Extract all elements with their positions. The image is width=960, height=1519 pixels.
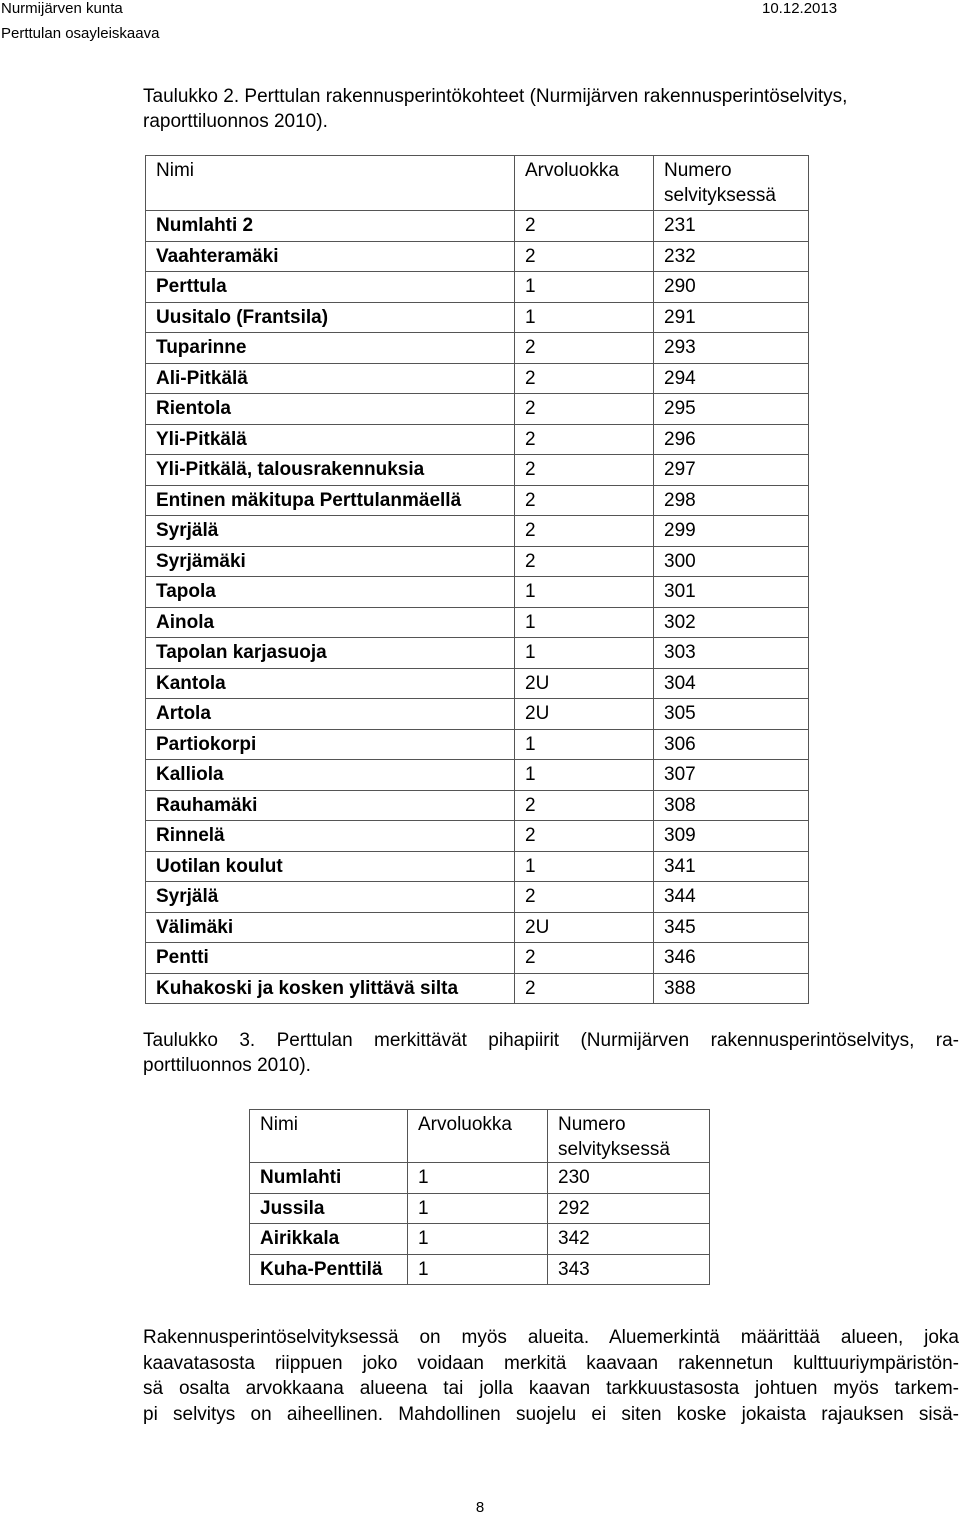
cell-name: Välimäki <box>146 912 515 943</box>
cell-number: 306 <box>654 729 809 760</box>
table-row <box>146 638 809 669</box>
table-row <box>146 485 809 516</box>
column-header-number: Numero selvityksessä <box>548 1110 710 1163</box>
cell-name: Tapolan karjasuoja <box>146 638 515 669</box>
table2-caption-line1: Taulukko 2. Perttulan rakennusperintökohteet (Nurmijärven rakennusperintöselvitys, <box>143 86 848 107</box>
cell-name: Rientola <box>146 394 515 425</box>
cell-name: Syrjämäki <box>146 546 515 577</box>
paragraph-line: pi selvitys on aiheellinen. Mahdollinen suojelu ei siten koske jokaista rajauksen sisä- <box>143 1403 959 1425</box>
cell-name: Numlahti 2 <box>146 211 515 242</box>
header-date: 10.12.2013 <box>762 0 838 17</box>
cell-class: 2 <box>515 546 654 577</box>
table-row <box>146 790 809 821</box>
table2-caption-line2: raporttiluonnos 2010). <box>143 111 328 132</box>
cell-class: 2 <box>515 882 654 913</box>
table-row <box>146 546 809 577</box>
cell-name: Entinen mäkitupa Perttulanmäellä <box>146 485 515 516</box>
cell-class: 1 <box>408 1193 548 1224</box>
cell-class: 1 <box>408 1224 548 1255</box>
cell-name: Uusitalo (Frantsila) <box>146 302 515 333</box>
paragraph-line: sä osalta arvokkaana alueena tai jolla kaavan tarkkuustasosta johtuen myös tarkem- <box>143 1378 959 1399</box>
cell-number: 345 <box>654 912 809 943</box>
table3-caption-line1: Taulukko 3. Perttulan merkittävät pihapiirit (Nurmijärven rakennusperintöselvitys, ra- <box>143 1030 959 1051</box>
column-header-number: Numero selvityksessä <box>654 156 809 211</box>
cell-name: Kuha-Penttilä <box>250 1254 408 1285</box>
cell-number: 302 <box>654 607 809 638</box>
header-organization: Nurmijärven kunta <box>1 0 123 17</box>
cell-name: Ainola <box>146 607 515 638</box>
cell-number: 305 <box>654 699 809 730</box>
cell-number: 231 <box>654 211 809 242</box>
cell-number: 309 <box>654 821 809 852</box>
cell-number: 341 <box>654 851 809 882</box>
cell-class: 2 <box>515 973 654 1004</box>
table-row <box>146 973 809 1004</box>
cell-class: 2 <box>515 333 654 364</box>
page-number: 8 <box>475 1499 485 1516</box>
cell-class: 2 <box>515 363 654 394</box>
table-row <box>146 394 809 425</box>
cell-number: 292 <box>548 1193 710 1224</box>
table-row <box>146 516 809 547</box>
cell-number: 298 <box>654 485 809 516</box>
table-row <box>146 363 809 394</box>
table-row <box>146 455 809 486</box>
table-row <box>250 1224 710 1255</box>
cell-name: Tapola <box>146 577 515 608</box>
cell-class: 1 <box>515 638 654 669</box>
cell-class: 1 <box>515 272 654 303</box>
cell-number: 346 <box>654 943 809 974</box>
column-header-class: Arvoluokka <box>515 156 654 211</box>
cell-class: 2 <box>515 790 654 821</box>
cell-number: 343 <box>548 1254 710 1285</box>
table-row <box>146 577 809 608</box>
cell-class: 2 <box>515 821 654 852</box>
table-row <box>146 424 809 455</box>
cell-number: 291 <box>654 302 809 333</box>
cell-name: Vaahteramäki <box>146 241 515 272</box>
cell-class: 1 <box>515 607 654 638</box>
cell-name: Yli-Pitkälä, talousrakennuksia <box>146 455 515 486</box>
table-row <box>146 821 809 852</box>
cell-class: 1 <box>515 729 654 760</box>
cell-number: 294 <box>654 363 809 394</box>
cell-name: Syrjälä <box>146 516 515 547</box>
table2-caption <box>143 84 959 134</box>
cell-class: 2 <box>515 424 654 455</box>
table-row <box>146 943 809 974</box>
cell-name: Yli-Pitkälä <box>146 424 515 455</box>
table-row <box>146 333 809 364</box>
cell-name: Airikkala <box>250 1224 408 1255</box>
table-row <box>146 668 809 699</box>
cell-name: Rinnelä <box>146 821 515 852</box>
cell-name: Partiokorpi <box>146 729 515 760</box>
table-row <box>146 912 809 943</box>
cell-number: 232 <box>654 241 809 272</box>
heritage-sites-table <box>145 155 809 1004</box>
cell-class: 2 <box>515 241 654 272</box>
cell-name: Kuhakoski ja kosken ylittävä silta <box>146 973 515 1004</box>
cell-class: 2 <box>515 394 654 425</box>
cell-class: 1 <box>515 851 654 882</box>
table-row <box>146 272 809 303</box>
table-row <box>146 607 809 638</box>
cell-number: 300 <box>654 546 809 577</box>
cell-class: 2 <box>515 455 654 486</box>
cell-class: 1 <box>515 760 654 791</box>
cell-class: 2U <box>515 912 654 943</box>
cell-name: Ali-Pitkälä <box>146 363 515 394</box>
cell-class: 2 <box>515 516 654 547</box>
table-row <box>250 1254 710 1285</box>
table3-caption-line2: porttiluonnos 2010). <box>143 1055 311 1076</box>
cell-class: 2 <box>515 943 654 974</box>
cell-number: 297 <box>654 455 809 486</box>
column-header-name: Nimi <box>146 156 515 211</box>
cell-name: Pentti <box>146 943 515 974</box>
cell-name: Numlahti <box>250 1163 408 1194</box>
table-row <box>250 1193 710 1224</box>
cell-number: 290 <box>654 272 809 303</box>
cell-class: 2U <box>515 699 654 730</box>
table-row <box>146 760 809 791</box>
cell-class: 1 <box>515 577 654 608</box>
cell-number: 342 <box>548 1224 710 1255</box>
cell-number: 295 <box>654 394 809 425</box>
cell-number: 299 <box>654 516 809 547</box>
cell-number: 344 <box>654 882 809 913</box>
cell-number: 307 <box>654 760 809 791</box>
cell-class: 2 <box>515 211 654 242</box>
paragraph-line: kaavatasosta riippuen joko voidaan merkitä kaavaan rakennetun kulttuuriympäristön- <box>143 1352 959 1374</box>
cell-number: 230 <box>548 1163 710 1194</box>
table-row <box>250 1163 710 1194</box>
cell-class: 2 <box>515 485 654 516</box>
table3-caption <box>143 1028 959 1078</box>
cell-class: 1 <box>515 302 654 333</box>
cell-number: 293 <box>654 333 809 364</box>
cell-class: 1 <box>408 1163 548 1194</box>
table-row <box>146 211 809 242</box>
cell-number: 303 <box>654 638 809 669</box>
table-row <box>146 882 809 913</box>
body-paragraph <box>143 1325 959 1427</box>
table-row <box>146 729 809 760</box>
cell-name: Artola <box>146 699 515 730</box>
cell-class: 1 <box>408 1254 548 1285</box>
cell-name: Kantola <box>146 668 515 699</box>
cell-number: 296 <box>654 424 809 455</box>
courtyards-table <box>249 1109 710 1285</box>
table-row <box>146 241 809 272</box>
cell-name: Syrjälä <box>146 882 515 913</box>
table-row <box>146 302 809 333</box>
column-header-class: Arvoluokka <box>408 1110 548 1163</box>
cell-number: 388 <box>654 973 809 1004</box>
cell-number: 304 <box>654 668 809 699</box>
column-header-name: Nimi <box>250 1110 408 1163</box>
cell-name: Jussila <box>250 1193 408 1224</box>
cell-number: 301 <box>654 577 809 608</box>
table-header-row <box>146 156 809 211</box>
paragraph-line: Rakennusperintöselvityksessä on myös alueita. Aluemerkintä määrittää alueen, joka <box>143 1327 959 1348</box>
cell-number: 308 <box>654 790 809 821</box>
cell-name: Perttula <box>146 272 515 303</box>
cell-name: Kalliola <box>146 760 515 791</box>
cell-class: 2U <box>515 668 654 699</box>
table-header-row <box>250 1110 710 1163</box>
cell-name: Uotilan koulut <box>146 851 515 882</box>
table-row <box>146 699 809 730</box>
cell-name: Tuparinne <box>146 333 515 364</box>
header-document-title: Perttulan osayleiskaava <box>1 25 160 42</box>
cell-name: Rauhamäki <box>146 790 515 821</box>
table-row <box>146 851 809 882</box>
